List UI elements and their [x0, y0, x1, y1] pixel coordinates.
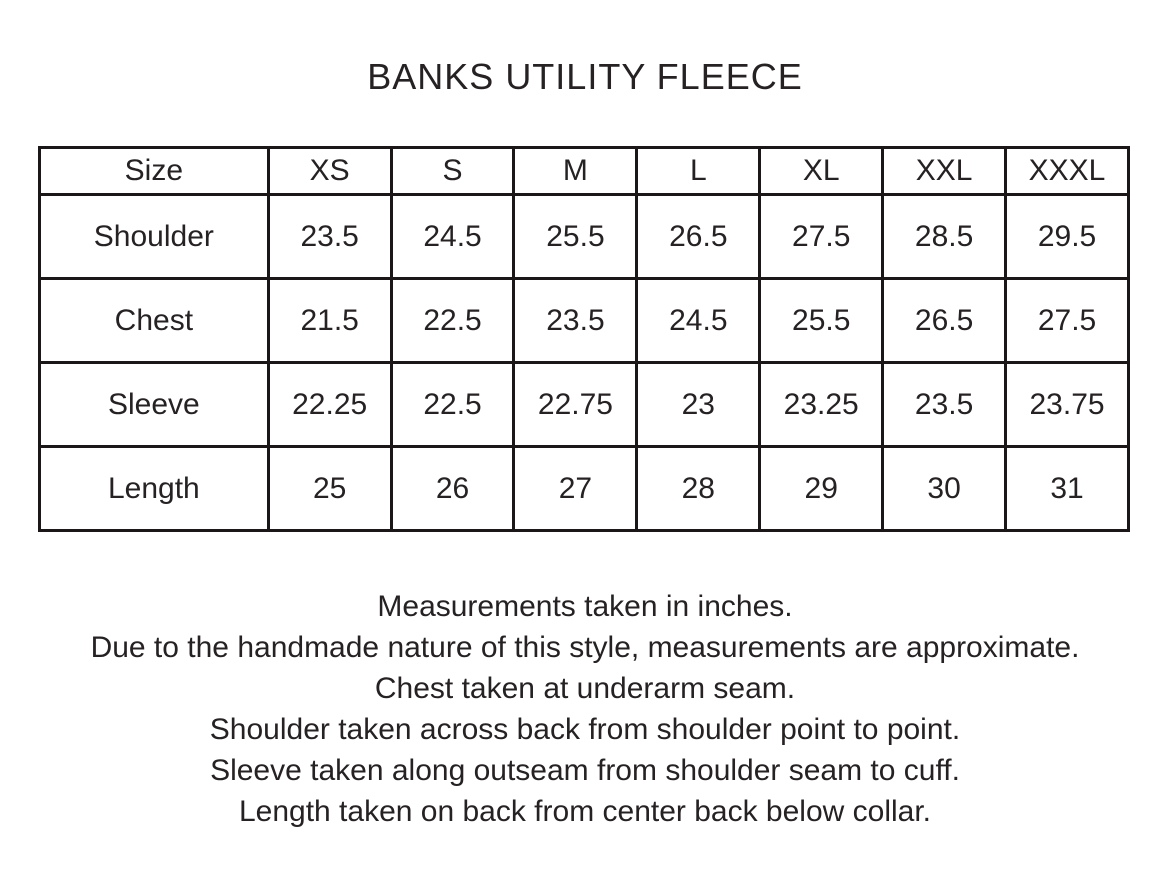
measurement-notes	[0, 586, 1170, 832]
cell-length-xxxl: 31	[1006, 447, 1129, 531]
column-header-xxl: XXL	[883, 148, 1006, 195]
note-sleeve-method: Sleeve taken along outseam from shoulder seam to cuff.	[210, 754, 960, 787]
cell-chest-m: 23.5	[514, 279, 637, 363]
note-shoulder-method: Shoulder taken across back from shoulder point to point.	[209, 713, 961, 746]
cell-length-s: 26	[391, 447, 514, 531]
column-header-xs: XS	[268, 148, 391, 195]
cell-chest-s: 22.5	[391, 279, 514, 363]
note-chest-method: Chest taken at underarm seam.	[374, 672, 796, 705]
size-chart-table	[38, 146, 1130, 532]
column-header-xxxl: XXXL	[1006, 148, 1129, 195]
cell-sleeve-xl: 23.25	[760, 363, 883, 447]
column-header-xl: XL	[760, 148, 883, 195]
cell-sleeve-xs: 22.25	[268, 363, 391, 447]
cell-sleeve-m: 22.75	[514, 363, 637, 447]
column-header-l: L	[637, 148, 760, 195]
cell-chest-xl: 25.5	[760, 279, 883, 363]
cell-length-m: 27	[514, 447, 637, 531]
table-row-shoulder	[40, 195, 1129, 279]
row-label-length: Length	[40, 447, 269, 531]
cell-chest-l: 24.5	[637, 279, 760, 363]
cell-length-xxl: 30	[883, 447, 1006, 531]
cell-sleeve-xxxl: 23.75	[1006, 363, 1129, 447]
cell-shoulder-m: 25.5	[514, 195, 637, 279]
cell-shoulder-l: 26.5	[637, 195, 760, 279]
cell-length-xs: 25	[268, 447, 391, 531]
cell-chest-xxxl: 27.5	[1006, 279, 1129, 363]
note-approximate: Due to the handmade nature of this style, measurements are approximate.	[90, 631, 1080, 664]
note-length-method: Length taken on back from center back below collar.	[238, 795, 932, 828]
note-units: Measurements taken in inches.	[377, 590, 793, 623]
cell-length-l: 28	[637, 447, 760, 531]
row-label-sleeve: Sleeve	[40, 363, 269, 447]
cell-chest-xxl: 26.5	[883, 279, 1006, 363]
column-header-m: M	[514, 148, 637, 195]
column-header-s: S	[391, 148, 514, 195]
page-title: BANKS UTILITY FLEECE	[367, 56, 803, 97]
cell-sleeve-s: 22.5	[391, 363, 514, 447]
cell-shoulder-xl: 27.5	[760, 195, 883, 279]
cell-shoulder-xs: 23.5	[268, 195, 391, 279]
cell-shoulder-xxl: 28.5	[883, 195, 1006, 279]
cell-shoulder-xxxl: 29.5	[1006, 195, 1129, 279]
cell-sleeve-xxl: 23.5	[883, 363, 1006, 447]
cell-chest-xs: 21.5	[268, 279, 391, 363]
table-row-length	[40, 447, 1129, 531]
cell-sleeve-l: 23	[637, 363, 760, 447]
row-label-shoulder: Shoulder	[40, 195, 269, 279]
cell-length-xl: 29	[760, 447, 883, 531]
cell-shoulder-s: 24.5	[391, 195, 514, 279]
table-row-sleeve	[40, 363, 1129, 447]
column-header-size: Size	[40, 148, 269, 195]
table-header-row	[40, 148, 1129, 195]
table-row-chest	[40, 279, 1129, 363]
row-label-chest: Chest	[40, 279, 269, 363]
